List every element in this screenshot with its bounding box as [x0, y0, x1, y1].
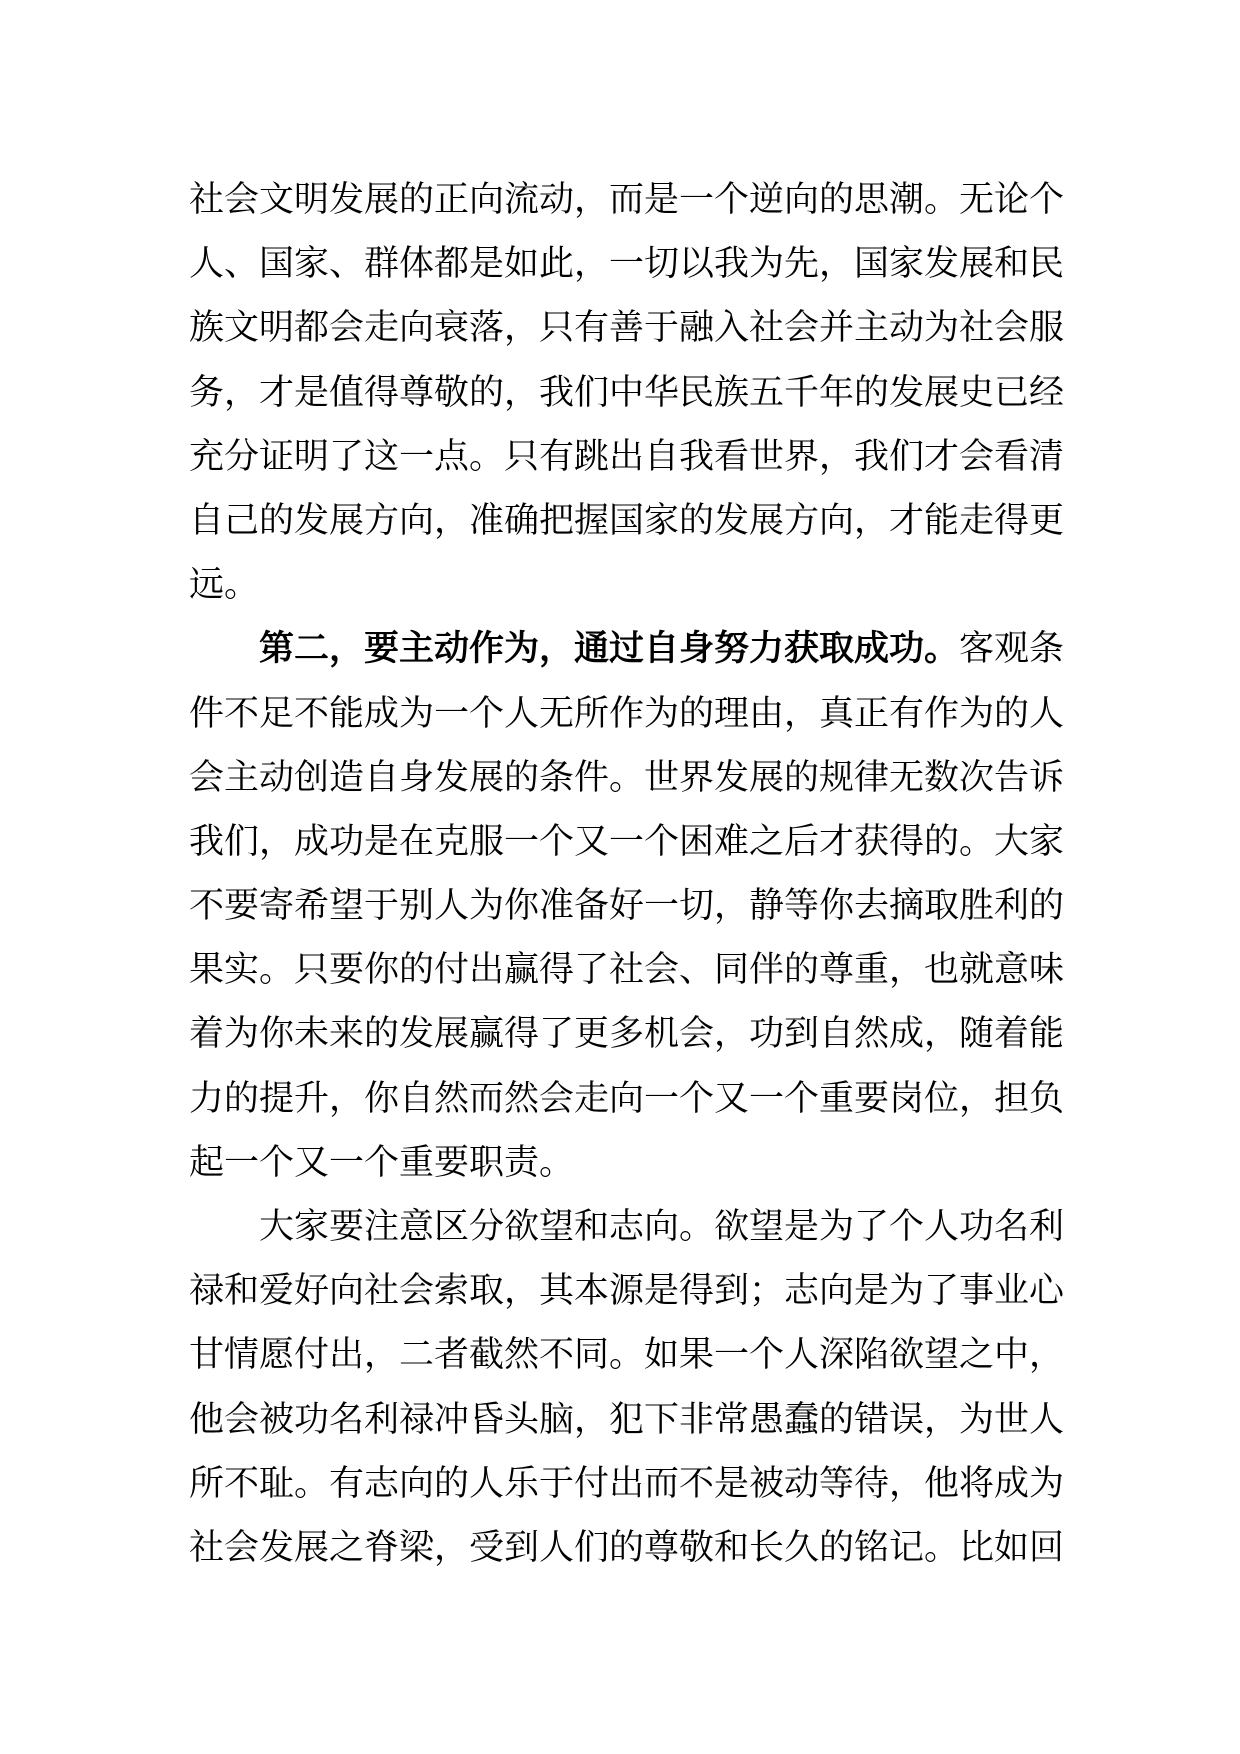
- text-line-first: [189, 617, 1065, 681]
- text-line: 甘情愿付出，二者截然不同。如果一个人深陷欲望之中，: [189, 1335, 1065, 1376]
- text-line: 自己的发展方向，准确把握国家的发展方向，才能走得更: [189, 500, 1065, 541]
- text-line: 起一个又一个重要职责。: [189, 1142, 575, 1183]
- text-line: 所不耻。有志向的人乐于付出而不是被动等待，他将成为: [189, 1463, 1065, 1504]
- text-line: 远。: [189, 565, 260, 606]
- text-line: 务，才是值得尊敬的，我们中华民族五千年的发展史已经: [189, 372, 1065, 413]
- text-line: 族文明都会走向衰落，只有善于融入社会并主动为社会服: [189, 308, 1065, 349]
- document-body: [189, 168, 1065, 1580]
- paragraph-3: [189, 1195, 1065, 1580]
- text-line-first: 大家要注意区分欲望和志向。欲望是为了个人功名利: [259, 1207, 1065, 1247]
- paragraph-1: [189, 168, 1065, 617]
- text-line: 社会发展之脊梁，受到人们的尊敬和长久的铭记。比如回: [189, 1527, 1065, 1568]
- text-line: 禄和爱好向社会索取，其本源是得到；志向是为了事业心: [189, 1271, 1065, 1312]
- text-line: 会主动创造自身发展的条件。世界发展的规律无数次告诉: [189, 757, 1065, 798]
- text-line: 力的提升，你自然而然会走向一个又一个重要岗位，担负: [189, 1078, 1065, 1119]
- text-line: 他会被功名利禄冲昏头脑，犯下非常愚蠢的错误，为世人: [189, 1399, 1065, 1440]
- lead-line-rest: 客观条: [959, 629, 1065, 670]
- paragraph-2: [189, 617, 1065, 1195]
- text-line: 充分证明了这一点。只有跳出自我看世界，我们才会看清: [189, 436, 1065, 477]
- text-line: 果实。只要你的付出赢得了社会、同伴的尊重，也就意味: [189, 950, 1065, 991]
- bold-lead-sentence: 第二，要主动作为，通过自身努力获取成功。: [259, 629, 960, 670]
- text-line: 人、国家、群体都是如此，一切以我为先，国家发展和民: [189, 244, 1065, 285]
- text-line: 着为你未来的发展赢得了更多机会，功到自然成，随着能: [189, 1014, 1065, 1055]
- text-line: 不要寄希望于别人为你准备好一切，静等你去摘取胜利的: [189, 886, 1065, 927]
- text-line: 我们，成功是在克服一个又一个困难之后才获得的。大家: [189, 821, 1065, 862]
- text-line: 件不足不能成为一个人无所作为的理由，真正有作为的人: [189, 693, 1065, 734]
- text-line: 社会文明发展的正向流动，而是一个逆向的思潮。无论个: [189, 180, 1065, 220]
